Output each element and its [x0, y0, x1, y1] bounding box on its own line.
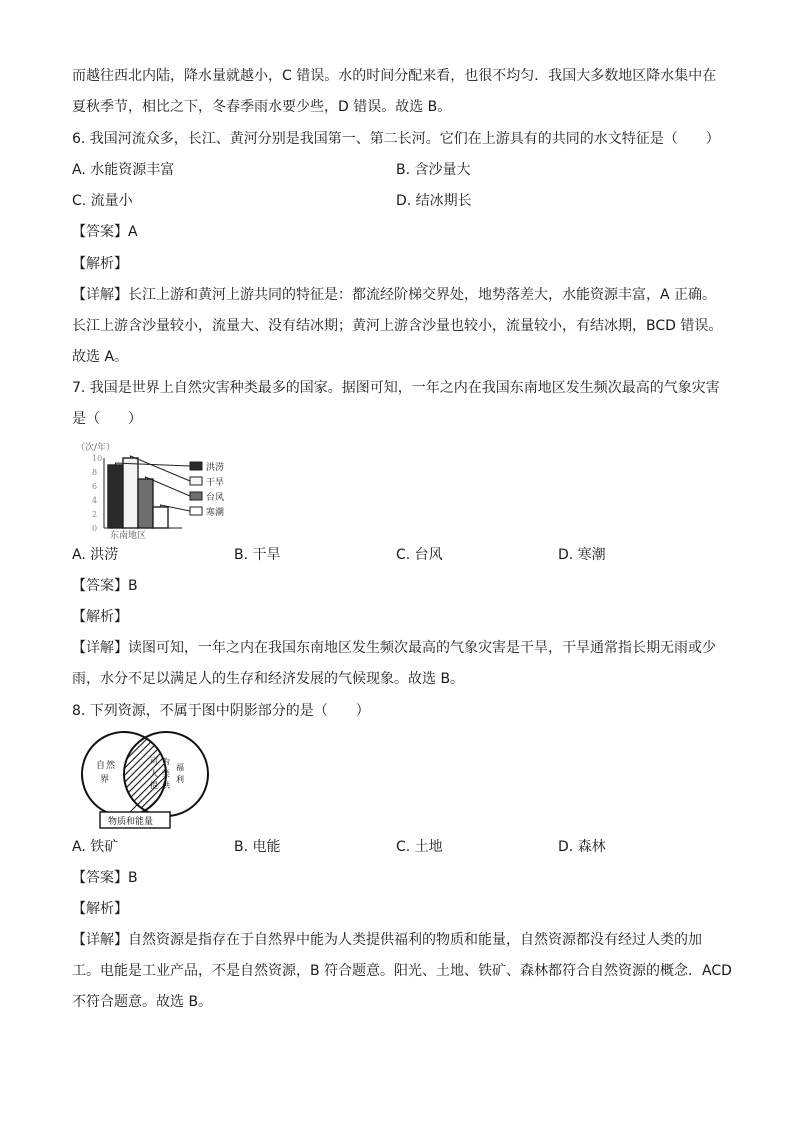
q8-option-b: B. 电能 — [234, 839, 281, 855]
chart-tick-label: 10 — [92, 454, 103, 463]
q7-option-c: C. 台风 — [396, 547, 443, 563]
q6-detail-line-2: 长江上游含沙量较小，流量大、没有结冰期；黄河上游含沙量也较小，流量较小，有结冰期，BCD 错误。 — [72, 318, 723, 334]
q6-option-a: A. 水能资源丰富 — [72, 162, 175, 178]
q6-answer: 【答案】A — [72, 224, 138, 240]
q6-detail-line-3: 故选 A。 — [72, 349, 129, 365]
chart-legend-label: 洪涝 — [206, 463, 225, 473]
q6-stem: 6. 我国河流众多，长江、黄河分别是我国第一、第二长河。它们在上游具有的共同的水文特征是（ ） — [72, 131, 720, 147]
q6-option-b: B. 含沙量大 — [396, 162, 471, 178]
svg-text:福: 福 — [176, 763, 184, 772]
chart-y-axis-label: （次/年） — [76, 443, 116, 453]
q7-analysis-label: 【解析】 — [72, 609, 128, 625]
chart-bar-4 — [153, 507, 168, 528]
svg-text:自: 自 — [96, 761, 106, 771]
svg-text:然: 然 — [106, 761, 116, 771]
svg-text:利: 利 — [176, 775, 184, 784]
chart-tick-label: 0 — [92, 524, 98, 533]
q8-analysis-label: 【解析】 — [72, 901, 128, 917]
chart-bar-2 — [123, 458, 138, 528]
q8-option-c: C. 土地 — [396, 839, 443, 855]
q7-stem-line-2: 是（ ） — [72, 411, 142, 427]
chart-bar-3 — [138, 479, 153, 528]
chart-legend-label: 台风 — [206, 493, 225, 503]
venn-left-label — [96, 759, 116, 785]
q6-option-d: D. 结冰期长 — [396, 193, 472, 209]
svg-text:供: 供 — [162, 781, 170, 790]
svg-text:人: 人 — [150, 769, 158, 778]
q8-detail-line-2: 工。电能是工业产品，不是自然资源，B 符合题意。阳光、土地、铁矿、森林都符合自然资源的概念．ACD — [72, 963, 732, 979]
chart-legend-swatch — [190, 492, 202, 500]
svg-text:类: 类 — [162, 769, 170, 778]
q8-detail-line-3: 不符合题意。故选 B。 — [72, 994, 213, 1010]
q6-analysis-label: 【解析】 — [72, 256, 128, 272]
chart-tick-label: 6 — [92, 482, 98, 491]
intro-line-2: 夏秋季节，相比之下，冬春季雨水要少些，D 错误。故选 B。 — [72, 99, 452, 115]
chart-legend-swatch — [190, 462, 202, 470]
q8-option-a: A. 铁矿 — [72, 839, 119, 855]
q8-answer: 【答案】B — [72, 870, 138, 886]
chart-legend-label: 干旱 — [206, 478, 225, 488]
chart-bar-1 — [108, 465, 123, 528]
chart-legend-connector — [131, 456, 191, 481]
intro-line-1: 而越往西北内陆，降水量就越小，C 错误。水的时间分配来看，也很不均匀．我国大多数地区降水集中在 — [72, 68, 717, 84]
venn-bottom-label: 物质和能量 — [108, 817, 154, 827]
q6-option-c: C. 流量小 — [72, 193, 133, 209]
chart-legend-swatch — [190, 507, 202, 515]
q7-detail-line-1: 【详解】读图可知，一年之内在我国东南地区发生频次最高的气象灾害是干旱，干旱通常指长期无雨或少 — [72, 640, 716, 656]
q7-detail-line-2: 雨，水分不足以满足人的生存和经济发展的气候现象。故选 B。 — [72, 671, 465, 687]
chart-legend-swatch — [190, 477, 202, 485]
q7-answer: 【答案】B — [72, 578, 138, 594]
svg-text:可: 可 — [150, 757, 158, 766]
venn-pointer-line — [130, 804, 138, 812]
natural-resource-venn-diagram — [72, 728, 212, 832]
chart-category-label: 东南地区 — [110, 531, 147, 540]
svg-text:界: 界 — [100, 775, 110, 785]
q7-stem-line-1: 7. 我国是世界上自然灾害种类最多的国家。据图可知，一年之内在我国东南地区发生频次最高的气象灾害 — [72, 380, 720, 396]
chart-legend — [190, 461, 224, 518]
venn-right-label — [176, 762, 184, 784]
q7-option-a: A. 洪涝 — [72, 547, 119, 563]
chart-tick-label: 8 — [92, 468, 98, 477]
q7-option-b: B. 干旱 — [234, 547, 281, 563]
chart-tick-label: 2 — [92, 510, 98, 519]
q6-detail-line-1: 【详解】长江上游和黄河上游共同的特征是：都流经阶梯交界处，地势落差大，水能资源丰富，A 正确。 — [72, 287, 717, 303]
svg-text:提: 提 — [150, 781, 158, 790]
q8-stem: 8. 下列资源，不属于图中阴影部分的是（ ） — [72, 703, 370, 719]
chart-legend-label: 寒潮 — [206, 508, 225, 518]
svg-text:为: 为 — [162, 757, 170, 766]
q8-detail-line-1: 【详解】自然资源是指存在于自然界中能为人类提供福利的物质和能量，自然资源都没有经过人类的加 — [72, 932, 702, 948]
chart-y-ticks — [92, 454, 102, 533]
chart-tick-label: 4 — [92, 496, 98, 505]
q7-option-d: D. 寒潮 — [558, 547, 606, 563]
disaster-frequency-chart — [72, 440, 252, 540]
q8-option-d: D. 森林 — [558, 839, 606, 855]
